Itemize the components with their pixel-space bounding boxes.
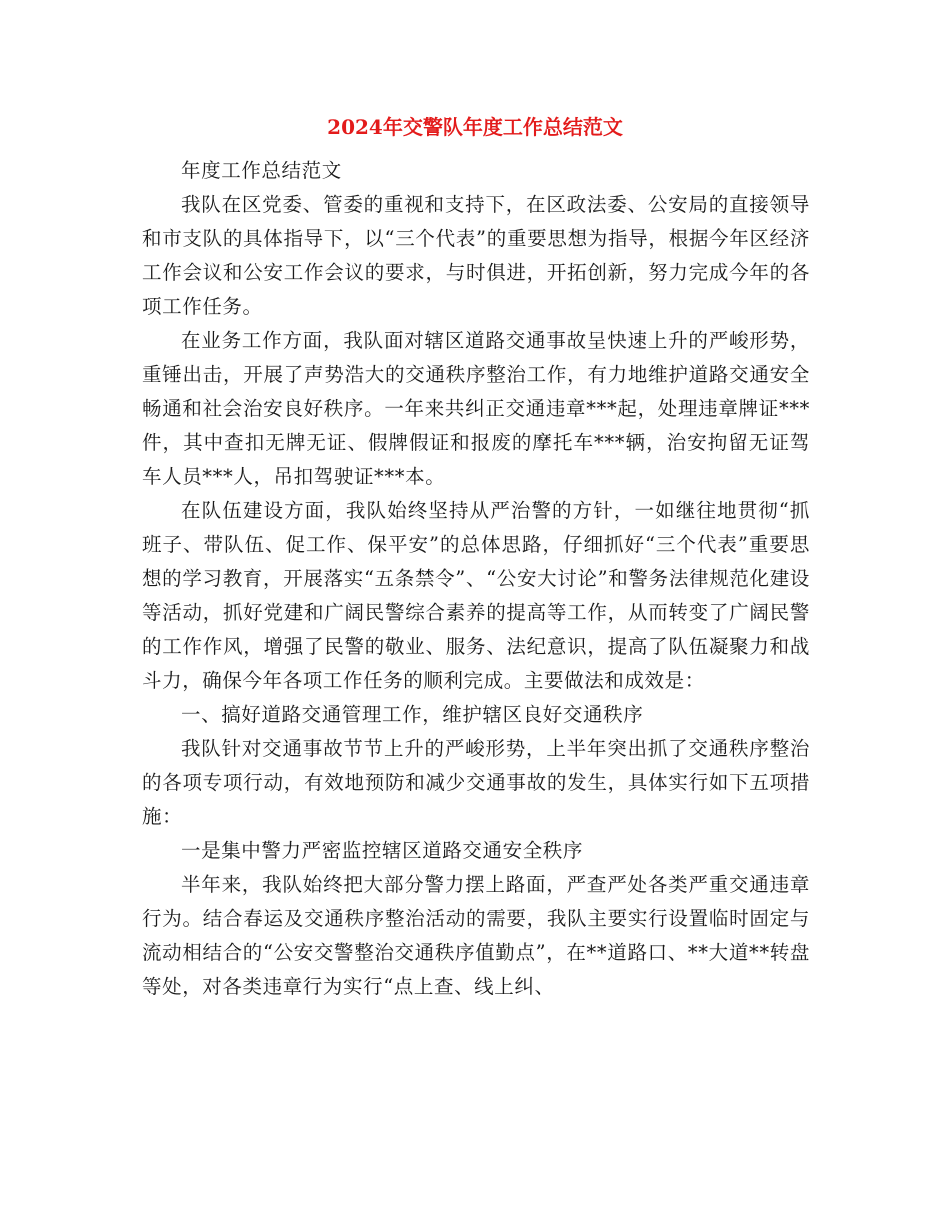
paragraph-business-work: 在业务工作方面，我队面对辖区道路交通事故呈快速上升的严峻形势，重锤出击，开展了声势浩大的交通秩序整治工作，有力地维护道路交通安全畅通和社会治安良好秩序。一年来共纠正交通违章***起，处理违章牌证***件，其中查扣无牌无证、假牌假证和报废的摩托车***辆，治安拘留无证驾车人员***人，吊扣驾驶证***本。	[142, 329, 810, 488]
subheading-measure-one: 一是集中警力严密监控辖区道路交通安全秩序	[181, 839, 584, 862]
document-title: 2024年交警队年度工作总结范文	[327, 115, 623, 139]
document-body	[142, 154, 810, 1004]
paragraph-team-building: 在队伍建设方面，我队始终坚持从严治警的方针，一如继往地贯彻“抓班子、带队伍、促工作、保平安”的总体思路，仔细抓好“三个代表”重要思想的学习教育，开展落实“五条禁令”、“公安大讨论”和警务法律规范化建设等活动，抓好党建和广阔民警综合素养的提高等工作，从而转变了广阔民警的工作作风，增强了民警的敬业、服务、法纪意识，提高了队伍凝聚力和战斗力，确保今年各项工作任务的顺利完成。主要做法和成效是：	[142, 499, 810, 692]
paragraph-intro: 我队在区党委、管委的重视和支持下，在区政法委、公安局的直接领导和市支队的具体指导下，以“三个代表”的重要思想为指导，根据今年区经济工作会议和公安工作会议的要求，与时俱进，开拓创新，努力完成今年的各项工作任务。	[142, 193, 810, 318]
section-heading-traffic-management: 一、搞好道路交通管理工作，维护辖区良好交通秩序	[181, 703, 644, 726]
paragraph-measure-one-detail: 半年来，我队始终把大部分警力摆上路面，严查严处各类严重交通违章行为。结合春运及交通秩序整治活动的需要，我队主要实行设置临时固定与流动相结合的“公安交警整治交通秩序值勤点”，在**道路口、**大道**转盘等处，对各类违章行为实行“点上查、线上纠、	[142, 873, 810, 998]
paragraph-five-measures: 我队针对交通事故节节上升的严峻形势，上半年突出抓了交通秩序整治的各项专项行动，有效地预防和减少交通事故的发生，具体实行如下五项措施：	[142, 737, 810, 828]
paragraph-subtitle: 年度工作总结范文	[181, 159, 342, 182]
